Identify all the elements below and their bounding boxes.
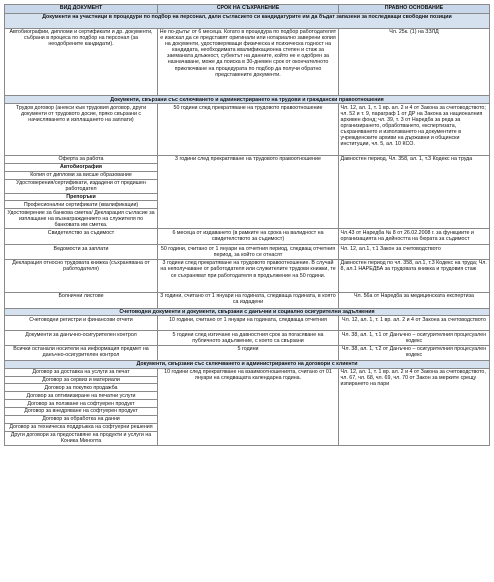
cell-basis: Чл. 56а от Наредба за медицинската експертиза [339,292,490,308]
cell-term: 3 години след прекратяване на трудовото правоотношение [158,156,339,229]
cell-document: Договор за техническа поддръжка на софтуерни решения [5,423,158,431]
cell-document: Трудов договор (анекси към трудовия договор, други документи от трудовото досие, пряко свързани с начисляването и изплащането на заплати) [5,104,158,156]
section-row [5,308,490,316]
section-row [5,96,490,104]
cell-basis: Чл. 12, ал. 1, т. 1 вр. ал. 2 и 4 от Закона за счетоводството; чл. 52 и т. 9, параграф 1 от ДР на Закона за националния архивен фонд; чл. 39, т. 3 от Наредба за реда за организирането, обработването, експертизата, съхраняването и използването на документите в учрежденските архиви на държавни и общински институции, чл. 5, ал. 10 КСО. [339,104,490,156]
cell-term: 3 години след прекратяване на трудовото правоотношение. В случай на неполучаване от работодателя или служителите трудови книжки, те се съхраняват при работодателя в продължение на 50 години. [158,259,339,292]
section-row [5,360,490,368]
cell-document: Счетоводни регистри и финансови отчети [5,316,158,331]
cell-document: Договор за сервиз и материали [5,376,158,384]
cell-document: Всички останали носители на информация предмет на данъчно-осигурителен контрол [5,345,158,360]
cell-basis: Чл. 38, ал. 1, т.1 от Данъчно – осигурителния процесуален кодекс [339,331,490,346]
cell-document: Договор за внедряване на софтуерен продукт [5,408,158,416]
cell-basis: Чл.43 от Наредба № 8 от 26.02.2008 г. за функциите и организацията на дейността на бюрата за съдимост [339,229,490,245]
cell-document: Автобиографии, дипломи и сертификати и др. документи, събрани в процеса по подбор на персонал (за неодобрените кандидати). [5,28,158,96]
cell-document: Удостоверения/сертификати, издадени от предишен работодател [5,179,158,193]
table-row [5,104,490,156]
section-title-accounting: Счетоводни документи и документи, свързани с данъчни и социално осигурителни задължения [5,308,490,316]
cell-document: Декларация относно трудовата книжка (съхранявана от работодателя) [5,259,158,292]
table-row [5,259,490,292]
cell-basis: Чл. 25к. (1) на ЗЗЛД [339,28,490,96]
cell-document: Свидетелство за съдимост [5,229,158,245]
retention-table [4,4,490,446]
cell-document: Договор за покупко продажба [5,384,158,392]
header-row [5,5,490,14]
intro-section-title: Документи на участници в процедури по подбор на персонал, дали съгласието си кандидатурите им да бъдат запазени за последващи свободни позиции [5,13,490,28]
table-row [5,331,490,346]
cell-document: Автобиография [5,163,158,171]
cell-document: Договор за доставка на услуги за печат [5,368,158,376]
retention-table-sheet [4,4,489,446]
table-row [5,156,490,164]
table-row [5,368,490,376]
cell-term: 10 години, считано от 1 януари на годината, следваща отчетния [158,316,339,331]
header-legal-basis: ПРАВНО ОСНОВАНИЕ [339,5,490,14]
cell-term: 6 месеца от издаването (в рамките на срока на валидност на свидетелството за съдимост) [158,229,339,245]
cell-basis: Чл. 12, ал. 1, т. 1 вр. ал. 2 и 4 от Закона за счетоводството [339,316,490,331]
table-row [5,316,490,331]
cell-basis: Чл. 12, ал. 1, т. 1 вр. ал. 2 и 4 от Закона за счетоводството, чл. 67, чл. 68, чл. 69, чл. 70 от Закон за мерките срещу изпирането на пари [339,368,490,445]
cell-document: Договор за ползване на софтуерен продукт [5,400,158,408]
cell-term: 50 години, считано от 1 януари на отчетния период, следващ отчетния период, за който се отнасят [158,245,339,260]
cell-basis: Давностен период, Чл. 358, ал. 1, т.3 Кодекс на труда [339,156,490,229]
cell-term: 5 години след изтичане на давностния срок за погасяване на публичното задължение, с което са свързани [158,331,339,346]
cell-basis: Чл. 12, ал.1, т.1 Закон за счетоводството [339,245,490,260]
cell-document: Документи за данъчно-осигурителен контрол [5,331,158,346]
cell-document: Копия от дипломи за висше образование [5,171,158,179]
table-row [5,292,490,308]
cell-document: Професионални сертификати (квалификации) [5,201,158,209]
cell-term: 50 години след прекратяване на трудовото правоотношение [158,104,339,156]
cell-basis: Давностен период по чл. 358, ал.1, т.3 Кодекс на труда; Чл. 8, ал.1 НАРЕДБА за трудовата книжка и трудовия стаж [339,259,490,292]
cell-document: Оферта за работа [5,156,158,164]
cell-document: Болнични листове [5,292,158,308]
header-document-type: ВИД ДОКУМЕНТ [5,5,158,14]
cell-document: Договор за обработка на данни [5,415,158,423]
table-row [5,345,490,360]
table-row [5,245,490,260]
cell-term: 5 години [158,345,339,360]
header-retention-term: СРОК НА СЪХРАНЕНИЕ [158,5,339,14]
cell-document: Други договори за предоставяне на продукти и услуги на Коника Минолта [5,431,158,445]
table-row [5,229,490,245]
cell-term: 10 години след прекратяване на взаимоотношенията, считано от 01 януари на следващата календарна година. [158,368,339,445]
section-title-client-contracts: Документи, свързани със сключването и администрирането на договори с клиенти [5,360,490,368]
cell-term: Не по-дълъг от 6 месеца. Когато в процедура по подбор работодателят е изискал да се представят оригинали или нотариално заверени копия на документи, удостоверяващи физическа и психическа годност на кандидата, необходимата квалификационна степен и стаж за заеманата длъжност, субектът на данните, който не е одобрен за назначаване, може да поиска в 30-дневен срок от окончателното приключване на процедурата по подбор да получи обратно представените документи. [158,28,339,96]
cell-basis: Чл. 38, ал. 1, т.2 от Данъчно – осигурителния процесуален кодекс [339,345,490,360]
cell-document: Договор за оптимизиране на печатни услуги [5,392,158,400]
cell-document: Препоръки [5,193,158,201]
cell-document: Ведомости за заплати [5,245,158,260]
cell-document: Удостоверение за банкова сметка/ Декларация съгласие за изплащане на възнаграждението на служителя по банковата им сметка. [5,209,158,229]
cell-term: 3 години, считано от 1 януари на годината, следваща годината, в която са издадени [158,292,339,308]
section-title-employment: Документи, свързани със сключването и администрирането на трудови и граждански правоотношения [5,96,490,104]
intro-row [5,13,490,28]
table-row [5,28,490,96]
